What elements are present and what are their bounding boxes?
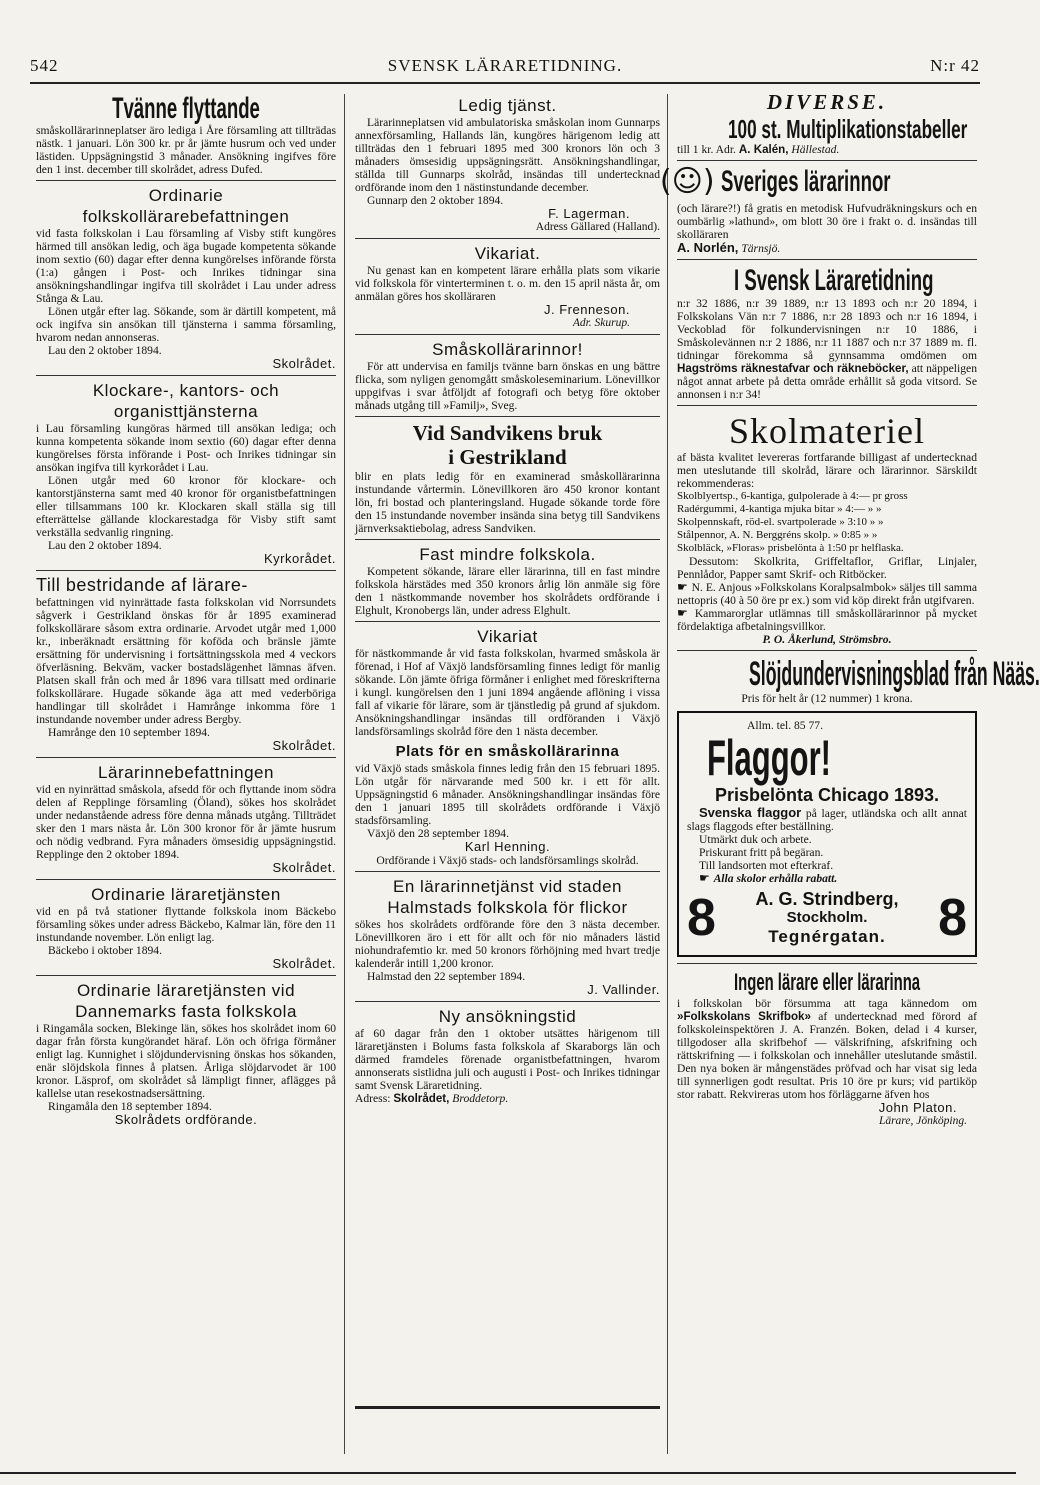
ad-signature: Skolrådet.	[272, 956, 336, 971]
separator	[36, 570, 336, 571]
ad-flaggor	[677, 711, 977, 957]
ad-body: till 1 kr.	[677, 143, 714, 156]
ad-sveriges-lararinnor	[659, 164, 977, 255]
ad-body: N. E. Anjous »Folkskolans Koralpsalmbok» säljes till samma nettopris (40 à 50 öre pr ex.) som vid köp direkt från utgifvaren.	[677, 581, 977, 607]
separator	[677, 963, 977, 964]
ad-title: Dannemarks fasta folkskola	[75, 1002, 297, 1021]
separator	[355, 416, 660, 417]
ad-body: vid en nyinrättad småskola, afsedd för och flyttande inom södra delen af Repplinge församling (Öland), sökes hos skolrådet under nedanstående adress före denna månads utgång. Tillträdet sker den 1 mars nästa år. Lön 300 kronor för år jämte husrum och nödig vedbrand. Fyra månaders ömsesidig uppsägningstid. Repplinge den 2 oktober 1894.	[36, 783, 336, 861]
column-2	[355, 94, 660, 1454]
ad-body: i Lau församling kungöras härmed till ansökan lediga; och kunna kompetenta sökande inom sextio (60) dagar efter denna kungörelses första införande i Post- och Inrikes tidningar sin ansökan ingifva till kyrkorådet i Lau.	[36, 422, 336, 474]
ad-bolum	[355, 1007, 660, 1105]
separator	[677, 160, 977, 161]
ad-body: (och lärare?!) få gratis en metodisk Hufvudräkningskurs och en oumbärlig »lathund», om blott 30 öre i frakt o. d. insändas till skolläraren	[677, 202, 977, 241]
ad-address: Adr. Skurup.	[572, 317, 630, 329]
ad-body: sökes hos skolrådets ordförande före den 3 nästa december. Lönevillkoren äro i ett för allt och för nio månaders lästid niohundrafemtio kr. med 50 kronors förhöjning med hvart tredje kalenderår intill 1,200 kronor.	[355, 918, 660, 970]
ad-body: för nästkommande år vid fasta folkskolan, hvarmed småskola är förenad, i Hof af Växjö landsförsamling finnes ledigt för manlig sökande. Lön jämte öfriga förmåner i enlighet med föreskrifterna i kungl. kungörelsen den 1 juni 1894 angående aflöning i vissa fall af vikarie för lärare, som är tjänstledig på grund af sjukdom. Ansökningshandlingar insändas till ordföranden i Växjö landsförsamlings skolråd före den 1 nästa december.	[355, 647, 660, 738]
ad-sandviken	[355, 422, 660, 535]
ad-title: Tvänne flyttande	[112, 92, 260, 125]
ad-title: organisttjänsterna	[113, 402, 259, 421]
ad-place: Tärnsjö.	[741, 242, 781, 255]
ad-signature: J. Vallinder.	[587, 982, 660, 997]
ad-title: Ledig tjänst.	[458, 96, 557, 115]
ad-title: Ordinarie läraretjänsten	[91, 885, 281, 904]
ad-body: i Ringamåla socken, Blekinge län, sökes hos skolrådet inom 60 dagar från första kungörandet häraf. Lön och öfriga förmåner enligt lag. Kunnighet i slöjdundervisning önskas hos sökanden, enär slöjdskola finnes å platsen. Årliga slöjdarvodet är 100 kronor. Läsprof, om skolrådet så lämpligt finner, aflägges på kallelse utan resekostnadsersättning.	[36, 1022, 336, 1100]
ad-subtitle: Prisbelönta Chicago 1893.	[714, 785, 940, 805]
ad-line: Utmärkt duk och arbete.	[699, 833, 812, 846]
ad-title: I Svensk Läraretidning	[734, 264, 934, 297]
ad-skolmateriel	[677, 411, 977, 646]
ad-hagstrom	[677, 265, 977, 401]
ad-body: vid en på två stationer flyttande folkskola inom Bäckebo församling sökes under adress Bäckebo, Kalmar län, före den 11 instundande november. Lön enligt lag.	[36, 905, 336, 944]
ad-title: Lärarinnebefattningen	[98, 763, 274, 782]
ad-title: folkskollärarebefattningen	[82, 207, 290, 226]
ad-body: på lager, utländska och allt annat slags flaggods efter beställning.	[687, 807, 967, 833]
address-number: 8	[687, 889, 716, 947]
pointing-hand-icon: ☛	[699, 871, 714, 885]
ad-title: Till bestridande af lärare-	[36, 575, 248, 595]
newspaper-title: SVENSK LÄRARETIDNING.	[387, 56, 623, 75]
ad-title: Vikariat.	[474, 244, 541, 263]
ad-date: Ringamåla den 18 september 1894.	[48, 1100, 212, 1113]
smiley-face-icon: (☺)	[659, 164, 715, 199]
separator	[36, 975, 336, 976]
separator	[36, 375, 336, 376]
separator	[677, 650, 977, 651]
ad-body: Dessutom: Skolkrita, Griffeltaflor, Griflar, Linjaler, Pennlådor, Papper samt Skrif- och Ritböcker.	[677, 555, 977, 581]
ad-title: Halmstads folkskola för flickor	[387, 898, 628, 917]
page-header	[30, 52, 980, 76]
ad-company: A. G. Strindberg,	[755, 889, 899, 909]
ad-body: Nu genast kan en kompetent lärare erhålla plats som vikarie vid folkskola för vinterterminen t. o. m. den 15 april nästa år, om anmälan göres hos skolläraren	[355, 264, 660, 303]
ad-title: i Gestrikland	[448, 445, 567, 469]
price-item: Skolbläck, »Floras» prisbelönta à 1:50 pr helflaska.	[677, 542, 904, 554]
column-divider-1	[344, 94, 345, 1454]
section-title-diverse: DIVERSE.	[766, 90, 888, 114]
ad-emphasis: »Folkskolans Skrifbok»	[677, 1010, 811, 1023]
ad-title: En lärarinnetjänst vid staden	[392, 877, 623, 896]
separator	[355, 238, 660, 239]
ad-body: n:r 32 1886, n:r 39 1889, n:r 13 1893 och n:r 20 1894, i Folkskolans Vän n:r 7 1886, n:r 28 1893 och n:r 16 1894, i Veckoblad för folkundervisningen n:r 10 1886, i Småskolevännen n:r 2 1886, n:r 11 1887 och n:r 37 1889 m. fl. tidningar förekomma så gynnsamma omdömen om	[677, 297, 977, 362]
separator	[355, 334, 660, 335]
ad-tvanne-flyttande	[36, 94, 336, 176]
column-1	[36, 94, 336, 1454]
ad-line: Till landsorten mot efterkraf.	[699, 859, 834, 872]
column-divider-2	[667, 94, 668, 1454]
ad-name: A. Norlén,	[677, 240, 739, 255]
address-number: 8	[938, 889, 967, 947]
ad-signature: Skolrådets ordförande.	[114, 1112, 258, 1127]
ad-smaskollararinnor	[355, 340, 660, 412]
ad-title: Slöjdundervisningsblad från Nääs.	[749, 655, 1040, 693]
ad-body: Lönen utgår efter lag. Sökande, som är därtill kompetent, må ock ingifva sin ansökan till tjänsterna i samma församling, hvarom nedan annonseras.	[36, 305, 336, 344]
ad-body: Kammarorglar utlämnas till småskollärarinnor på mycket fördelaktiga afbetalningsvillkor.	[677, 607, 978, 633]
ad-elghult	[355, 545, 660, 617]
page-number: 542	[30, 56, 59, 75]
ad-title: Vid Sandvikens bruk	[412, 421, 603, 445]
ad-emphasis: Alla skolor erhålla rabatt.	[713, 872, 838, 885]
ad-title: Flaggor!	[707, 730, 831, 786]
ad-address-label: Adr.	[715, 143, 736, 156]
ad-title: Ny ansökningstid	[438, 1007, 577, 1026]
separator	[36, 180, 336, 181]
ad-slojd	[677, 655, 1040, 705]
ad-smaskollararinna-vaxjo	[355, 742, 660, 867]
separator	[355, 1001, 660, 1002]
ad-body: För att undervisa en familjs tvänne barn önskas en ung bättre flicka, som nyligen genomgått småskoleseminarium. Lönevillkor uppgifvas i svar åtföljdt af fotografi och betyg före oktober månads utgång till »Familj», Sveg.	[355, 360, 660, 412]
separator	[355, 621, 660, 622]
ad-body: vid Växjö stads småskola finnes ledig från den 15 februari 1895. Lön utgår för närvarande med 500 kr. i ett för allt. Uppsägningstid 6 månader. Ansökningshandlingar insändas före den 1 januari 1895 till skolrådets ordförande i Växjö stadsförsamling.	[355, 762, 660, 827]
ad-body: Pris för helt år (12 nummer) 1 krona.	[741, 692, 913, 705]
ad-body: småskollärarinneplatser äro lediga i Åre församling att tillträdas nästk. 1 januari. Lön 300 kr. pr år jämte husrum och ved under lästiden. Uppsägningstid 3 månader. Ansökning ingifves före den 1 inst. december till skolrådet, adress Dufed.	[36, 124, 336, 176]
ad-signature: P. O. Åkerlund, Strömsbro.	[762, 633, 892, 646]
ad-signature: J. Frenneson.	[544, 302, 630, 317]
ad-address: Adress Gällared (Halland).	[535, 221, 660, 233]
ad-date: Gunnarp den 2 oktober 1894.	[367, 194, 504, 207]
ad-vikariat-vaxjo	[355, 627, 660, 738]
price-item: Radérgummi, 4-kantiga mjuka bitar » 4:— » »	[677, 503, 882, 515]
ad-signature: Skolrådet.	[272, 860, 336, 875]
separator	[677, 405, 977, 406]
ad-signature: Skolrådet.	[272, 356, 336, 371]
price-item: Stålpennor, A. N. Berggréns skolp. » 0:85 » »	[677, 529, 878, 541]
ad-body: af undertecknad med förord af folkskoleinspektören J. A. Franzén. Boken, delad i 4 kurser, tillgodoser alla skrifbehof — välskrifning, afskrifning och rättskrifning — i folkskolan och innehåller uteslutande småstil. Den nya boken är mångenstädes pröfvad och har visat sig leda till synnerligen godt resultat. Pris 10 öre pr kurs; vid partiköp stor rabatt. Rekvireras utom hos förläggarne äfven hos	[677, 1010, 977, 1101]
ad-skrifbok	[677, 969, 977, 1128]
ad-body: Lärarinneplatsen vid ambulatoriska småskolan inom Gunnarps annexförsamling, Hallands län, kungöres härigenom ledig att tillträdas den 1 februari 1895 med 300 kronors lön och 3 månaders ömsesidig uppsägningsrätt. Ansökningshandlingar, ställda till Gunnarps skolråd, insändas till undertecknad ordförande inom den 1 nästinstundande december.	[355, 116, 660, 194]
separator	[355, 539, 660, 540]
ad-title: Klockare-, kantors- och	[92, 381, 280, 400]
separator	[36, 879, 336, 880]
header-rule	[30, 82, 980, 84]
ad-signature-title: Ordförande i Växjö stads- och landsförsamlings skolråd.	[376, 854, 639, 867]
ad-city: Stockholm.	[786, 909, 868, 926]
ad-place: Hällestad.	[791, 143, 840, 156]
ad-signature: Karl Henning.	[464, 839, 551, 854]
ad-title: Småskollärarinnor!	[432, 340, 583, 359]
ad-body: i folkskolan bör försumma att taga kännedom om	[677, 997, 977, 1010]
ad-date: Halmstad den 22 september 1894.	[367, 970, 526, 983]
issue-number: N:r 42	[930, 56, 980, 75]
ad-phone: Allm. tel. 85 77.	[747, 719, 823, 732]
ad-title: 100 st. Multiplikationstabeller	[728, 114, 968, 144]
ad-name: A. Kalén,	[738, 143, 789, 156]
ad-signature: Skolrådet.	[272, 738, 336, 753]
price-item: Skolpennskaft, röd-el. svartpolerade » 3:10 » »	[677, 516, 884, 528]
ad-body: blir en plats ledig för en examinerad småskollärarinna instundande vårtermin. Lönevillkoren äro 450 kronor kontant lön, fri bostad och planteringsland. Hugade sökande torde före den 15 instundande november insända sina betyg till Sandvikens järnverksaktiebolag, adress Sandviken.	[355, 470, 660, 535]
ad-vikariat-skurup	[355, 244, 660, 330]
ad-title: Plats för en småskollärarinna	[395, 743, 620, 760]
ad-emphasis: Svenska flaggor	[699, 805, 802, 820]
ad-body: af bästa kvalitet levereras fortfarande billigast af undertecknad men uteslutande till skolråd, lärare och lärarinnor. Särskildt rekommenderas:	[677, 451, 977, 490]
ad-signature: John Platon.	[878, 1100, 957, 1115]
ad-title: Ingen lärare eller lärarinna	[734, 969, 921, 996]
page-bottom-rule	[0, 1472, 1016, 1474]
ad-date: Lau den 2 oktober 1894.	[48, 344, 162, 357]
ad-title: Ordinarie	[148, 186, 224, 205]
ad-line: Priskurant fritt på begäran.	[699, 846, 824, 859]
ad-title: Ordinarie läraretjänsten vid	[76, 981, 296, 1000]
ad-klockare	[36, 381, 336, 566]
ad-address-place: Broddetorp.	[452, 1092, 509, 1105]
ad-address-label: Adress:	[355, 1092, 391, 1105]
ad-ledig-tjanst	[355, 96, 660, 234]
ad-backebo	[36, 885, 336, 971]
column-3	[659, 90, 1040, 1454]
ad-date: Bäckebo i oktober 1894.	[48, 944, 162, 957]
price-item: Skolblyertsp., 6-kantiga, gulpolerade à 4:— pr gross	[677, 490, 908, 502]
ad-norrsundet	[36, 576, 336, 753]
ad-signature-title: Lärare, Jönköping.	[878, 1115, 967, 1127]
separator	[355, 871, 660, 872]
ad-body: Kompetent sökande, lärare eller lärarinna, till en fast mindre folkskola härstädes med 350 kronors årlig lön anmäle sig före den 1 nästkommande november hos skolrådets ordförande i Elghult, Kronobergs län, under adress Elghult.	[355, 565, 660, 617]
ad-body: befattningen vid nyinrättade fasta folkskolan vid Norrsundets sågverk i Gestrikland önskas för år 1895 examinerad folkskollärare såsom extra ordinarie. Arvodet utgår med 1,000 kr., inberäknadt ersättning för koföda och bränsle jämte ersättning för undervisning i fortsättningsskola med 4 veckors öfverläsning. Bekväm, vacker bostadslägenhet lämnas äfven. Platsen skall från och med år 1896 varа tillsatt med ordinarie folkskollärare. Hugade sökande äga att med vederböriga handlingar till skolrådet i Hamrånge inkomma före 1 instundande november under adress Bergby.	[36, 596, 336, 726]
ad-repplinge	[36, 763, 336, 875]
column-2-bottom-rule	[355, 1406, 660, 1409]
ad-dannemark	[36, 981, 336, 1127]
ad-address-name: Skolrådet,	[393, 1092, 450, 1105]
ad-title: Sveriges lärarinnor	[720, 165, 891, 198]
ad-body: vid fasta folkskolan i Lau församling af Visby stift kungöres härmed till ansökan ledig, och äga bugade kompetenta sökande inom sextio (60) dagar efter denna kungörelses införande första (1:a) gången i Post- och Inrikes tidningar sina ansökningshandlingar ingifva till skolrådet i Lau under adress Stånga & Lau.	[36, 227, 336, 305]
ad-multiplikationstabeller	[677, 115, 977, 156]
ad-body: Lönen utgår med 60 kronor för klockare- och kantorstjänsterna samt med 40 kronor för organistbefattningen eller tillsammans 100 kr. Klockaren skall ställa sig till efterrättelse gällande klockarestadga för Visby stift samt verkställa sedvanlig ringning.	[36, 474, 336, 539]
ad-halmstad	[355, 877, 660, 997]
ad-date: Lau den 2 oktober 1894.	[48, 539, 162, 552]
ad-folkskollarare-lau	[36, 186, 336, 371]
ad-body: att näppeligen något annat arbete på detta område erhållit så goda vitsord. Se annonsen i n:r 34!	[677, 362, 977, 401]
ad-title: Skolmateriel	[729, 411, 925, 451]
ad-emphasis: Hagströms räknestafvar och räkneböcker,	[677, 362, 909, 375]
ad-title: Vikariat	[477, 627, 538, 646]
ad-date: Hamrånge den 10 september 1894.	[48, 726, 210, 739]
separator	[36, 757, 336, 758]
pointing-hand-icon: ☛	[677, 606, 695, 620]
ad-signature: Kyrkorådet.	[264, 551, 336, 566]
ad-body: af 60 dagar från den 1 oktober utsättes härigenom till läraretjänsten i Bolums fasta folkskola af Skaraborgs län och därmed framdeles förenade organistbefattningen, hvarom annonserats sistlidna juli och augusti i Post- och Inrikes tidningar samt Svensk Läraretidning.	[355, 1027, 660, 1092]
separator	[677, 259, 977, 260]
ad-title: Fast mindre folkskola.	[419, 545, 596, 564]
ad-date: Växjö den 28 september 1894.	[367, 827, 509, 840]
pointing-hand-icon: ☛	[677, 580, 692, 594]
ad-signature: F. Lagerman.	[548, 206, 630, 221]
ad-street: Tegnérgatan.	[768, 927, 886, 946]
